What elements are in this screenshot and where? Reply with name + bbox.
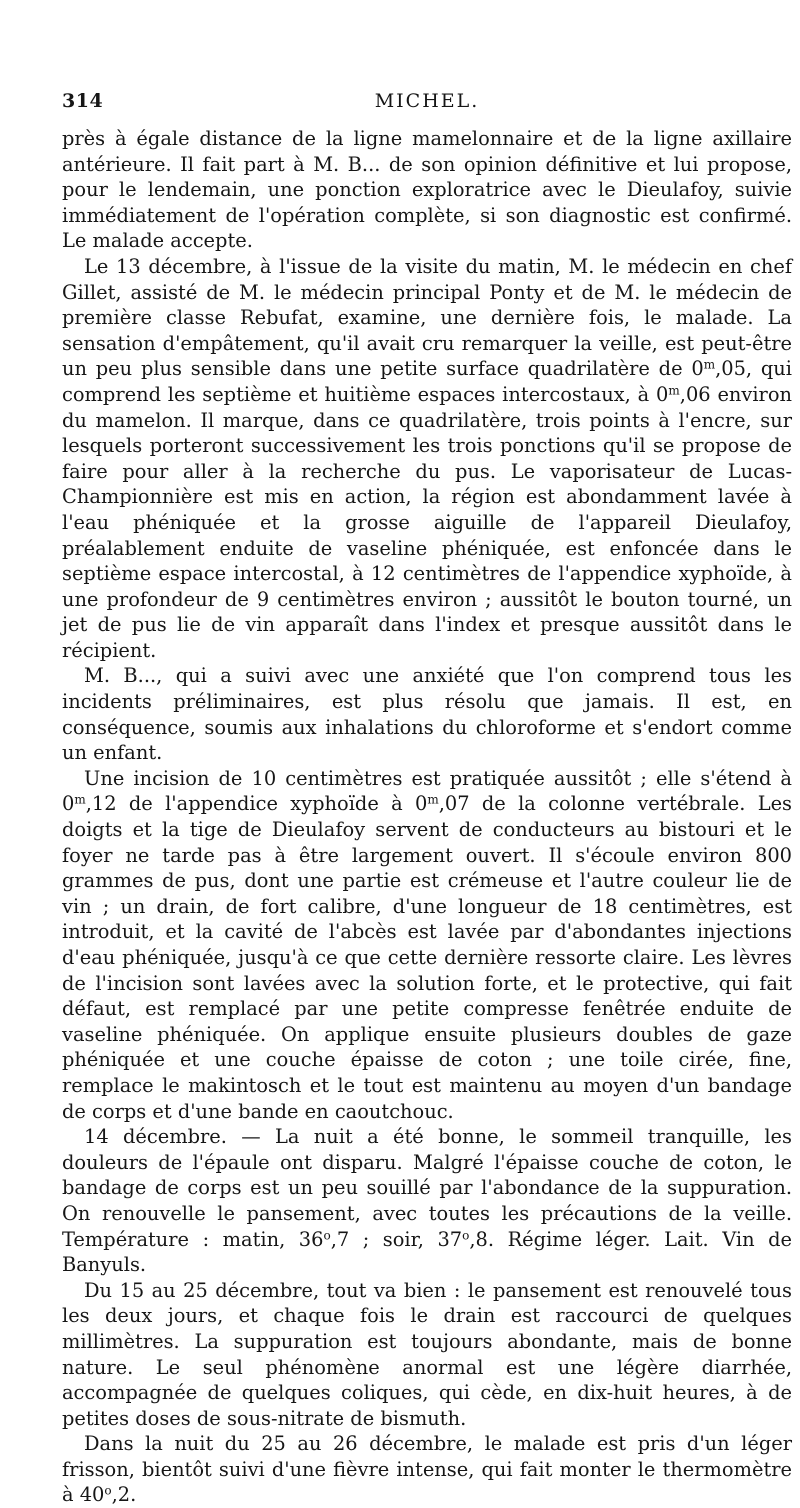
text-run: M. B..., qui a suivi avec une anxiété que l'on comprend tous les incidents préliminaires, est plus résolu que jamais. Il est, en conséquence, soumis aux inhalations du chloroforme et s'endort comme un enfant. (62, 664, 792, 765)
page-number: 314 (62, 90, 104, 112)
document-page (62, 90, 792, 1508)
text-run: ,12 de l'appendice xyphoïde à 0 (85, 792, 428, 816)
text-run: Le 13 décembre, à l'issue de la visite du matin, M. le médecin en chef Gillet, assisté de M. le médecin principal Ponty et de M. le médecin de première classe Rebufat, examine, une dernière fois, le malade. La sensation d'empâtement, qu'il avait cru remarquer la veille, est peut-être un peu plus sensible dans une petite surface quadrilatère de 0 (62, 254, 792, 381)
body-text (62, 126, 792, 1508)
text-run: ,7 ; soir, 37 (330, 1227, 463, 1251)
paragraph (62, 1124, 792, 1278)
degree-superscript: o (104, 1483, 112, 1498)
unit-superscript: m (427, 792, 439, 807)
text-run: près à égale distance de la ligne mamelonnaire et de la ligne axillaire antérieure. Il fait part à M. B... de son opinion définitive et lui propose, pour le lendemain, une ponction exploratrice avec le Dieulafoy, suivie immédiatement de l'opération complète, si son diagnostic est confirmé. Le malade accepte. (62, 127, 792, 253)
paragraph (62, 1431, 792, 1508)
text-run: ,2. (111, 1483, 137, 1507)
paragraph (62, 1278, 792, 1432)
paragraph (62, 766, 792, 1124)
degree-superscript: o (323, 1227, 331, 1242)
text-run: Du 15 au 25 décembre, tout va bien : le pansement est renouvelé tous les deux jours, et chaque fois le drain est raccourci de quelques millimètres. La suppuration est toujours abondante, mais de bonne nature. Le seul phénomène anormal est une légère diarrhée, accompagnée de quelques coliques, qui cède, en dix-huit heures, à de petites doses de sous-nitrate de bismuth. (62, 1278, 792, 1430)
degree-superscript: o (462, 1227, 470, 1242)
text-run: 14 décembre. — La nuit a été bonne, le sommeil tranquille, les douleurs de l'épaule ont disparu. Malgré l'épaisse couche de coton, le bandage de corps est un peu souillé par l'abondance de la suppuration. On renouvelle le pansement, avec toutes les précautions de la veille. Température : matin, 36 (62, 1125, 792, 1251)
text-run: ,8. Régime léger. Lait. Vin de Banyuls. (62, 1227, 792, 1277)
text-run: ,05, qui comprend les septième et huitième espaces intercostaux, à 0 (62, 357, 792, 406)
unit-superscript: m (668, 383, 680, 398)
text-run: ,07 de la colonne vertébrale. Les doigts et la tige de Dieulafoy servent de conducteurs au bistouri et le foyer ne tarde pas à être largement ouvert. Il s'écoule environ 800 grammes de pus, dont une partie est crémeuse et l'autre couleur lie de vin ; un drain, de fort calibre, d'une longueur de 18 centimètres, est introduit, et la cavité de l'abcès est lavée par d'abondantes injections d'eau phéniquée, jusqu'à ce que cette dernière ressorte claire. Les lèvres de l'incision sont lavées avec la solution forte, et le protective, qui fait défaut, est remplacé par une petite compresse fenêtrée enduite de vaseline phéniquée. On applique ensuite plusieurs doubles de gaze phéniquée et une couche épaisse de coton ; une toile cirée, fine, remplace le makintosch et le tout est maintenu au moyen d'un bandage de corps et d'une bande en caoutchouc. (62, 792, 792, 1123)
unit-superscript: m (703, 357, 716, 372)
text-run: ,06 environ du mamelon. Il marque, dans ce quadrilatère, trois points à l'encre, sur lesquels porteront successivement les trois ponctions qu'il se propose de faire pour aller à la recherche du pus. Le vaporisateur de Lucas-Championnière est mis en action, la région est abondamment lavée à l'eau phéniquée et la grosse aiguille de l'appareil Dieulafoy, préalablement enduite de vaseline phéniquée, est enfoncée dans le septième espace intercostal, à 12 centimètres de l'appendice xyphoïde, à une profondeur de 9 centimètres environ ; aussitôt le bouton tourné, un jet de pus lie de vin apparaît dans l'index et presque aussitôt dans le récipient. (62, 382, 792, 662)
paragraph (62, 254, 792, 664)
text-run: Dans la nuit du 25 au 26 décembre, le malade est pris d'un léger frisson, bientôt suivi d'une fièvre intense, qui fait monter le thermomètre à 40 (62, 1432, 792, 1507)
unit-superscript: m (74, 792, 86, 807)
paragraph (62, 126, 792, 254)
running-title: MICHEL. (374, 90, 480, 112)
paragraph (62, 663, 792, 765)
running-head (62, 90, 792, 120)
text-run: Une incision de 10 centimètres est pratiquée aussitôt ; elle s'étend à 0 (62, 766, 792, 816)
